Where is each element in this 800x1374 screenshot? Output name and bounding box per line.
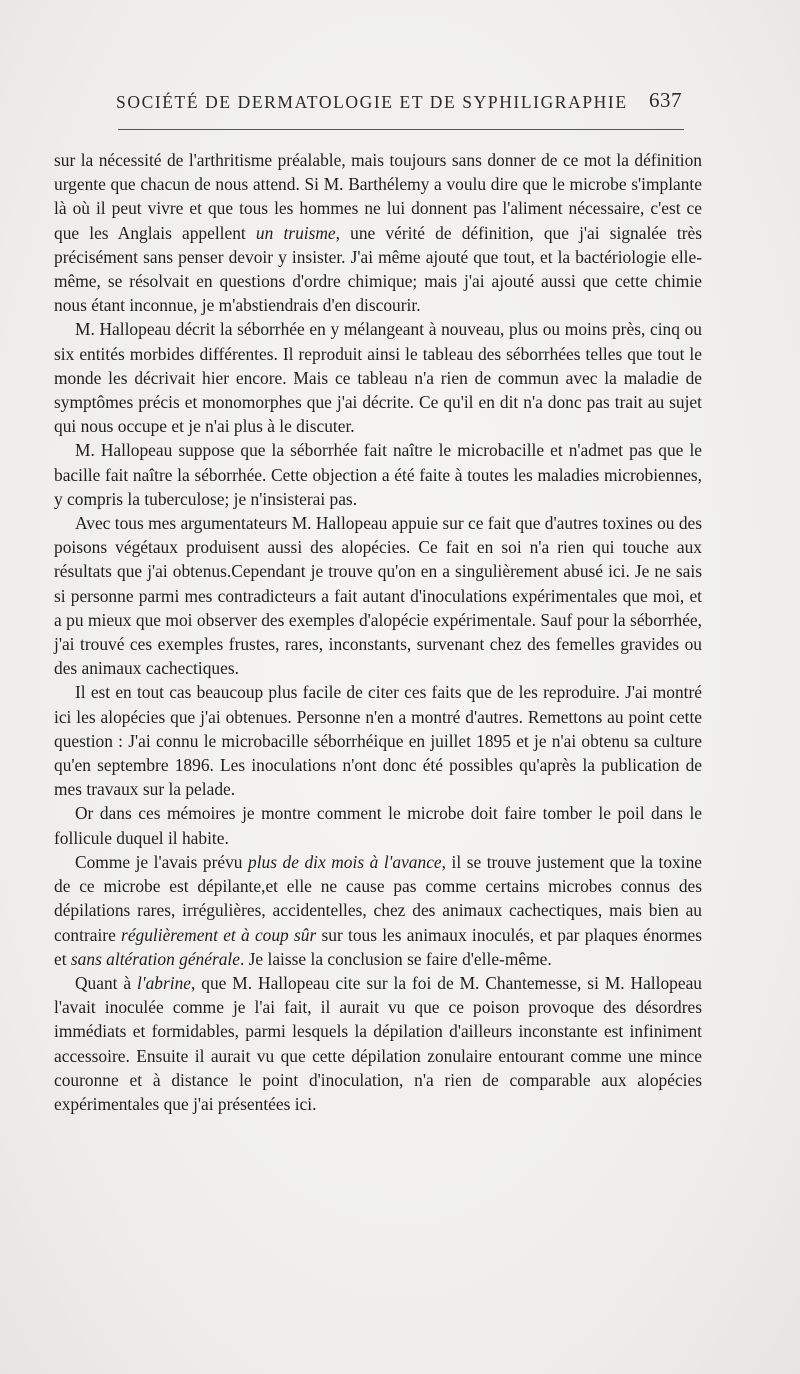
paragraph xyxy=(54,801,702,849)
text-run: sur la nécessité de l'arthritisme préalable, mais toujours sans donner de ce mot la définition urgente que chacun de nous attend. Si M. Barthélemy a voulu dire que le microbe s'implante là où il peut vivre et que tous les hommes ne lui donnent pas l'aliment nécessaire, c'est ce que les Anglais appellent xyxy=(54,150,702,243)
paragraph xyxy=(54,971,702,1116)
text-run: M. Hallopeau suppose que la séborrhée fait naître le microbacille et n'admet pas que le bacille fait naître la séborrhée. Cette objection a été faite à toutes les maladies microbiennes, y compris la tuberculose; je n'insisterai pas. xyxy=(54,440,702,509)
paragraph xyxy=(54,317,702,438)
text-run: Quant à xyxy=(75,972,138,993)
paragraph xyxy=(54,680,702,801)
header-rule xyxy=(118,129,684,130)
text-run: . Je laisse la conclusion se faire d'elle-même. xyxy=(239,948,552,969)
paragraph xyxy=(54,148,702,317)
paragraph xyxy=(54,438,702,511)
italic-phrase: plus de dix mois à l'avance xyxy=(248,851,442,872)
running-head-title: SOCIÉTÉ DE DERMATOLOGIE ET DE SYPHILIGRAPHIE xyxy=(116,92,628,112)
italic-phrase: un truisme xyxy=(255,222,336,243)
text-run: Comme je l'avais prévu xyxy=(75,851,249,872)
text-run: Or dans ces mémoires je montre comment le microbe doit faire tomber le poil dans le follicule duquel il habite. xyxy=(54,803,702,848)
text-run: Avec tous mes argumentateurs M. Hallopeau appuie sur ce fait que d'autres toxines ou des poisons végétaux produisent aussi des alopécies. Ce fait en soi n'a rien qui touche aux résultats que j'ai obtenus.Cependant je trouve qu'on en a singulièrement abusé ici. Je ne sais si personne parmi mes contradicteurs a fait autant d'inoculations expérimentales que moi, et a pu mieux que moi observer des exemples d'alopécie expérimentale. Sauf pour la séborrhée, j'ai trouvé ces exemples frustes, rares, inconstants, survenant chez des femelles gravides ou des animaux cachectiques. xyxy=(54,513,702,679)
italic-phrase: régulièrement et à coup sûr xyxy=(121,924,317,945)
text-run: , une vérité de définition, que j'ai signalée très précisément sans penser devoir y insister. J'ai même ajouté que tout, et la bactériologie elle-même, se résolvait en questions d'ordre chimique; mais j'ai ajouté aussi que cette chimie nous étant inconnue, je m'abstiendrais d'en discourir. xyxy=(54,222,702,316)
text-run: sur tous les animaux inoculés, et par plaques énormes et xyxy=(54,924,703,969)
paragraph xyxy=(54,850,702,971)
italic-phrase: sans altération générale xyxy=(70,948,240,969)
body-text xyxy=(54,148,702,1116)
italic-phrase: l'abrine xyxy=(137,972,192,993)
text-run: , que M. Hallopeau cite sur la foi de M. Chantemesse, si M. Hallopeau l'avait inoculée comme je l'ai fait, il aurait vu que ce poison provoque des désordres immédiats et formidables, parmi lesquels la dépilation d'ailleurs inconstante est infiniment accessoire. Ensuite il aurait vu que cette dépilation zonulaire entourant comme une mince couronne et à distance le point d'inoculation, n'a rien de comparable aux alopécies expérimentales que j'ai présentées ici. xyxy=(54,972,702,1114)
text-run: Il est en tout cas beaucoup plus facile de citer ces faits que de les reproduire. J'ai montré ici les alopécies que j'ai obtenues. Personne n'en a montré d'autres. Remettons au point cette question : J'ai connu le microbacille séborrhéique en juillet 1895 et je n'ai obtenu sa culture qu'en septembre 1896. Les inoculations n'ont donc été possibles qu'après la publication de mes travaux sur la pelade. xyxy=(54,682,702,800)
text-run: M. Hallopeau décrit la séborrhée en y mélangeant à nouveau, plus ou moins près, cinq ou six entités morbides différentes. Il reproduit ainsi le tableau des séborrhées telles que tout le monde les décrivait hier encore. Mais ce tableau n'a rien de commun avec la maladie de symptômes précis et monomorphes que j'ai décrite. Ce qu'il en dit n'a donc pas trait au sujet qui nous occupe et je n'ai plus à le discuter. xyxy=(54,319,702,437)
text-run: , il se trouve justement que la toxine de ce microbe est dépilante,et elle ne cause pas comme certains microbes connus des dépilations rares, irrégulières, accidentelles, chez des animaux cachectiques, mais bien au contraire xyxy=(54,851,702,945)
paragraph xyxy=(54,511,702,680)
page-number: 637 xyxy=(649,88,682,112)
